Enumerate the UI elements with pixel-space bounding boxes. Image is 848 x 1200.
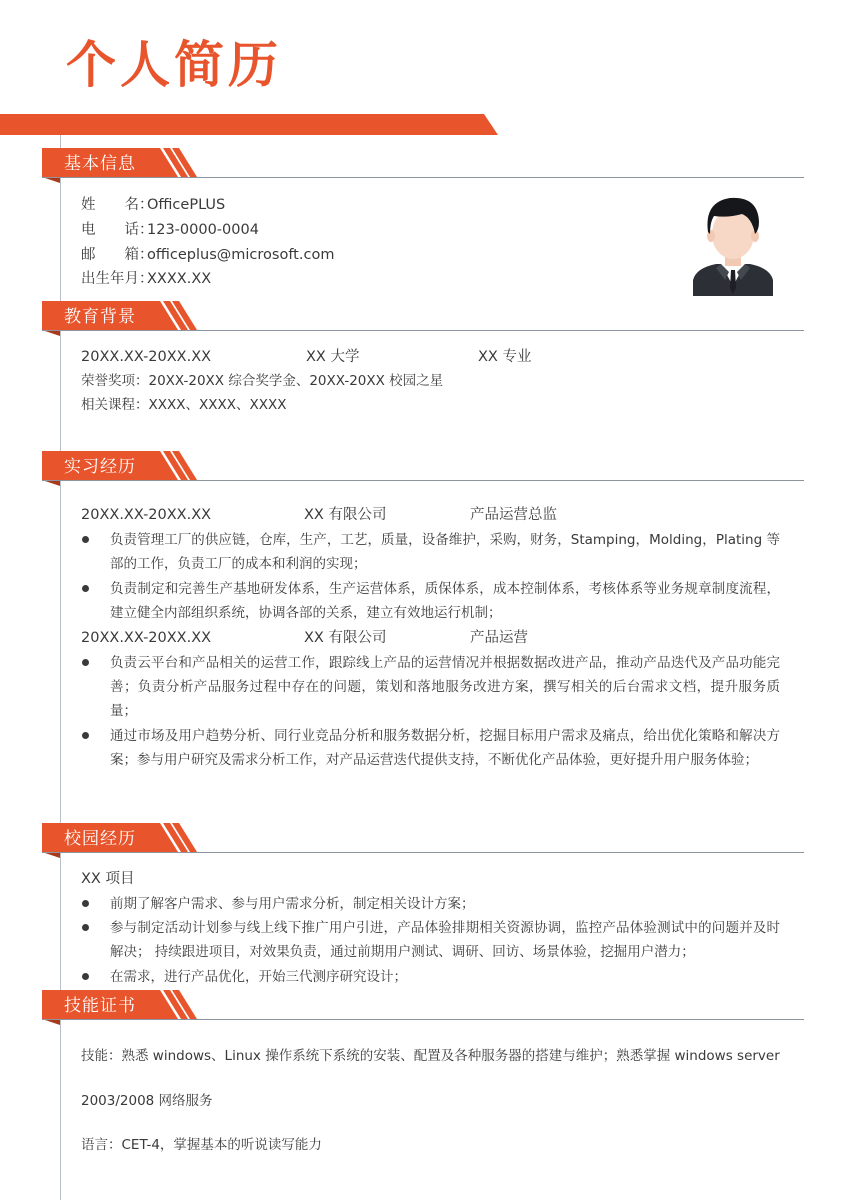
section-rule (42, 1019, 804, 1020)
section-rule (42, 177, 804, 178)
section-internship (42, 451, 804, 491)
section-campus (42, 823, 804, 863)
info-value: officeplus@microsoft.com (147, 247, 335, 263)
skills-language: 语言：CET-4，掌握基本的听说读写能力 (81, 1137, 322, 1153)
bullet-dot (82, 659, 89, 666)
campus-bullet: 前期了解客户需求、参与用户需求分析，制定相关设计方案； (110, 896, 475, 912)
job-role: 产品运营 (470, 630, 528, 646)
bullet-dot (82, 924, 89, 931)
skills-line-2: 2003/2008 网络服务 (81, 1093, 213, 1109)
section-title: 技能证书 (64, 996, 136, 1016)
edu-period: 20XX.XX-20XX.XX (81, 349, 212, 365)
section-title: 教育背景 (64, 307, 136, 327)
info-row-birth (81, 268, 211, 290)
section-rule (42, 330, 804, 331)
edu-courses: 相关课程：XXXX、XXXX、XXXX (81, 397, 287, 413)
info-value: OfficePLUS (147, 197, 226, 213)
info-label: 姓 名： (81, 197, 154, 213)
job-bullet: 通过市场及用户趋势分析、同行业竞品分析和服务数据分析，挖掘目标用户需求及痛点，给出优化策略和解决方案；参与用户研究及需求分析工作，对产品运营迭代提供支持，不断优化产品体验，更好提升用户服务体验； (110, 728, 780, 768)
info-label: 电 话： (81, 222, 154, 238)
section-title: 校园经历 (64, 829, 136, 849)
job-bullet: 负责云平台和产品相关的运营工作，跟踪线上产品的运营情况并根据数据改进产品，推动产品迭代及产品功能完善；负责分析产品服务过程中存在的问题，策划和落地服务改进方案，撰写相关的后台需求文档，提升服务质量； (110, 655, 780, 719)
bullet-dot (82, 732, 89, 739)
info-label: 出生年月： (81, 271, 154, 287)
section-skills (42, 990, 804, 1030)
edu-school: XX 大学 (306, 349, 360, 365)
job-bullet: 负责制定和完善生产基地研发体系，生产运营体系，质保体系，成本控制体系，考核体系等业务规章制度流程，建立健全内部组织系统，协调各部的关系，建立有效地运行机制； (110, 581, 780, 621)
info-row-email (81, 244, 334, 266)
section-rule (42, 480, 804, 481)
info-row-name (81, 194, 225, 216)
bullet-dot (82, 536, 89, 543)
bullet-dot (82, 585, 89, 592)
campus-bullet: 参与制定活动计划参与线上线下推广用户引进，产品体验排期相关资源协调，监控产品体验测试中的问题并及时解决； 持续跟进项目，对效果负责，通过前期用户测试、调研、回访、场景体验，挖掘用户潜力； (110, 920, 780, 960)
person-avatar-icon (688, 188, 778, 298)
job-company: XX 有限公司 (304, 507, 387, 523)
job-period: 20XX.XX-20XX.XX (81, 630, 212, 646)
job-period: 20XX.XX-20XX.XX (81, 507, 212, 523)
campus-project: XX 项目 (81, 871, 135, 887)
info-value: 123-0000-0004 (147, 222, 259, 238)
bullet-dot (82, 973, 89, 980)
header-accent-bar (0, 114, 500, 136)
section-title: 实习经历 (64, 457, 136, 477)
info-value: XXXX.XX (147, 271, 212, 287)
page-title: 个人简历 (66, 35, 282, 94)
edu-major: XX 专业 (478, 349, 532, 365)
info-label: 邮 箱： (81, 247, 154, 263)
timeline-line (60, 135, 61, 1200)
bullet-dot (82, 900, 89, 907)
skills-line-1: 技能：熟悉 windows、Linux 操作系统下系统的安装、配置及各种服务器的搭建与维护；熟悉掌握 windows server (81, 1048, 780, 1064)
section-rule (42, 852, 804, 853)
job-company: XX 有限公司 (304, 630, 387, 646)
section-education (42, 301, 804, 341)
campus-bullet: 在需求，进行产品优化，开始三代测序研究设计； (110, 969, 407, 985)
edu-honors: 荣誉奖项：20XX-20XX 综合奖学金、20XX-20XX 校园之星 (81, 373, 444, 389)
info-row-phone (81, 219, 259, 241)
job-role: 产品运营总监 (470, 507, 557, 523)
job-bullet: 负责管理工厂的供应链，仓库，生产，工艺，质量，设备维护，采购，财务，Stamping，Molding，Plating 等部的工作，负责工厂的成本和利润的实现； (110, 532, 780, 572)
section-basic-info (42, 148, 804, 188)
section-title: 基本信息 (64, 154, 136, 174)
